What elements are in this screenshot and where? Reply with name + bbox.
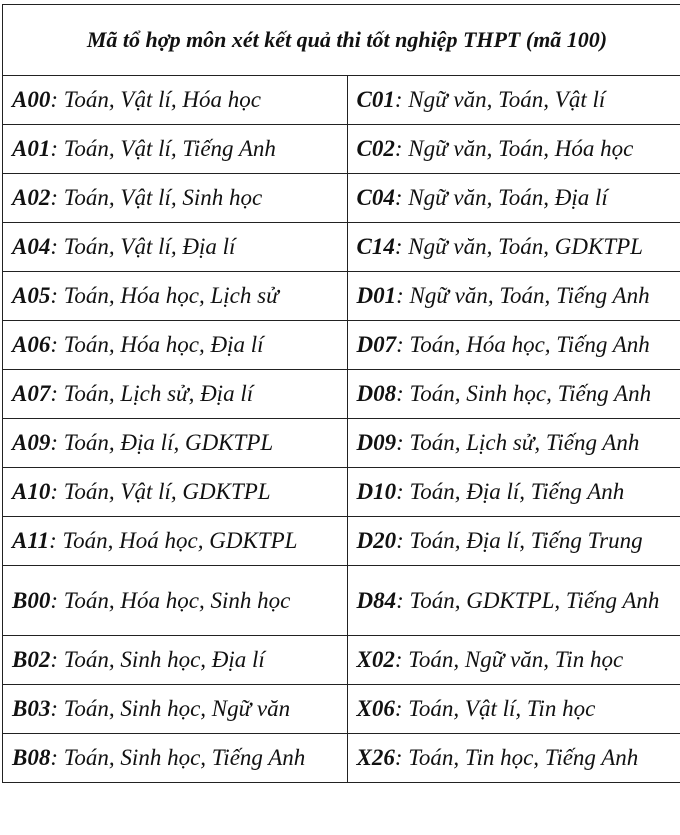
- combination-code: A01: [12, 136, 51, 161]
- right-combination-cell: [347, 419, 680, 468]
- left-combination-cell: [3, 685, 348, 734]
- combination-subjects: : Toán, Hóa học, Sinh học: [50, 587, 291, 613]
- combination-code: X02: [356, 647, 395, 672]
- combination-subjects: : Toán, Tin học, Tiếng Anh: [394, 745, 639, 770]
- right-combination-cell: [347, 125, 680, 174]
- table-row: [3, 419, 680, 468]
- right-combination-cell: [347, 370, 680, 419]
- combination-code: D07: [356, 332, 397, 357]
- combination-subjects: : Toán, Ngữ văn, Tin học: [394, 647, 624, 672]
- combination-subjects: : Toán, Vật lí, Địa lí: [50, 234, 236, 259]
- combination-subjects: : Toán, Vật lí, Tin học: [394, 696, 596, 721]
- left-combination-cell: [3, 636, 348, 685]
- combination-subjects: : Toán, Sinh học, Ngữ văn: [50, 696, 291, 721]
- combination-code: B00: [12, 587, 51, 613]
- right-combination-cell: [347, 566, 680, 636]
- combination-subjects: : Ngữ văn, Toán, GDKTPL: [394, 234, 643, 259]
- combination-subjects: : Ngữ văn, Toán, Địa lí: [394, 185, 608, 210]
- table-row: [3, 321, 680, 370]
- right-combination-cell: [347, 223, 680, 272]
- right-combination-cell: [347, 174, 680, 223]
- subject-combination-table: [2, 4, 680, 783]
- left-combination-cell: [3, 223, 348, 272]
- combination-subjects: : Ngữ văn, Toán, Vật lí: [394, 87, 606, 112]
- table-row: [3, 468, 680, 517]
- combination-code: A10: [12, 479, 51, 504]
- table-row: [3, 566, 680, 636]
- right-combination-cell: [347, 76, 680, 125]
- table-row: [3, 223, 680, 272]
- combination-code: C04: [356, 185, 395, 210]
- combination-code: A07: [12, 381, 51, 406]
- left-combination-cell: [3, 125, 348, 174]
- combination-code: B03: [12, 696, 51, 721]
- table-row: [3, 272, 680, 321]
- table-row: [3, 370, 680, 419]
- combination-code: B02: [12, 647, 51, 672]
- combination-subjects: : Toán, Vật lí, Hóa học: [50, 87, 261, 112]
- combination-code: D01: [356, 283, 397, 308]
- table-row: [3, 517, 680, 566]
- combination-code: D09: [356, 430, 397, 455]
- combination-code: A05: [12, 283, 51, 308]
- left-combination-cell: [3, 174, 348, 223]
- combination-code: C01: [356, 87, 395, 112]
- left-combination-cell: [3, 272, 348, 321]
- combination-subjects: : Toán, Vật lí, GDKTPL: [50, 479, 271, 504]
- combination-code: D84: [356, 587, 397, 613]
- table-title: Mã tổ hợp môn xét kết quả thi tốt nghiệp THPT (mã 100): [3, 5, 680, 76]
- combination-subjects: : Toán, Hóa học, Lịch sử: [50, 283, 279, 308]
- table-row: [3, 685, 680, 734]
- combination-code: A06: [12, 332, 51, 357]
- combination-code: C02: [356, 136, 395, 161]
- left-combination-cell: [3, 76, 348, 125]
- left-combination-cell: [3, 566, 348, 636]
- combination-subjects: : Toán, Hoá học, GDKTPL: [49, 528, 298, 553]
- table-row: [3, 734, 680, 783]
- right-combination-cell: [347, 468, 680, 517]
- combination-subjects: : Toán, Sinh học, Địa lí: [50, 647, 265, 672]
- combination-subjects: : Toán, Vật lí, Tiếng Anh: [50, 136, 276, 161]
- right-combination-cell: [347, 517, 680, 566]
- combination-subjects: : Toán, Địa lí, Tiếng Trung: [396, 528, 643, 553]
- left-combination-cell: [3, 468, 348, 517]
- left-combination-cell: [3, 517, 348, 566]
- combination-code: A09: [12, 430, 51, 455]
- combination-subjects: : Toán, Địa lí, GDKTPL: [50, 430, 274, 455]
- combination-code: X26: [356, 745, 395, 770]
- combination-subjects: : Toán, Hóa học, Địa lí: [50, 332, 264, 357]
- combination-subjects: : Toán, Sinh học, Tiếng Anh: [50, 745, 306, 770]
- right-combination-cell: [347, 636, 680, 685]
- right-combination-cell: [347, 321, 680, 370]
- left-combination-cell: [3, 734, 348, 783]
- combination-code: X06: [356, 696, 395, 721]
- table-row: [3, 636, 680, 685]
- combination-code: B08: [12, 745, 51, 770]
- combination-subjects: : Toán, Hóa học, Tiếng Anh: [396, 332, 650, 357]
- combination-subjects: : Toán, Vật lí, Sinh học: [50, 185, 263, 210]
- combination-code: A11: [12, 528, 50, 553]
- combination-subjects: : Toán, Lịch sử, Địa lí: [50, 381, 254, 406]
- right-combination-cell: [347, 734, 680, 783]
- combination-code: D08: [356, 381, 397, 406]
- right-combination-cell: [347, 685, 680, 734]
- left-combination-cell: [3, 321, 348, 370]
- combination-subjects: : Toán, Sinh học, Tiếng Anh: [396, 381, 652, 406]
- table-row: [3, 174, 680, 223]
- combination-subjects: : Ngữ văn, Toán, Hóa học: [394, 136, 634, 161]
- combination-code: A00: [12, 87, 51, 112]
- combination-subjects: : Toán, GDKTPL, Tiếng Anh: [396, 587, 660, 613]
- combination-code: D20: [356, 528, 397, 553]
- combination-code: D10: [356, 479, 397, 504]
- right-combination-cell: [347, 272, 680, 321]
- combination-subjects: : Toán, Địa lí, Tiếng Anh: [396, 479, 625, 504]
- combination-code: A04: [12, 234, 51, 259]
- combination-code: C14: [356, 234, 395, 259]
- left-combination-cell: [3, 419, 348, 468]
- combination-subjects: : Ngữ văn, Toán, Tiếng Anh: [396, 283, 650, 308]
- combination-subjects: : Toán, Lịch sử, Tiếng Anh: [396, 430, 640, 455]
- left-combination-cell: [3, 370, 348, 419]
- table-row: [3, 76, 680, 125]
- combination-code: A02: [12, 185, 51, 210]
- table-row: [3, 125, 680, 174]
